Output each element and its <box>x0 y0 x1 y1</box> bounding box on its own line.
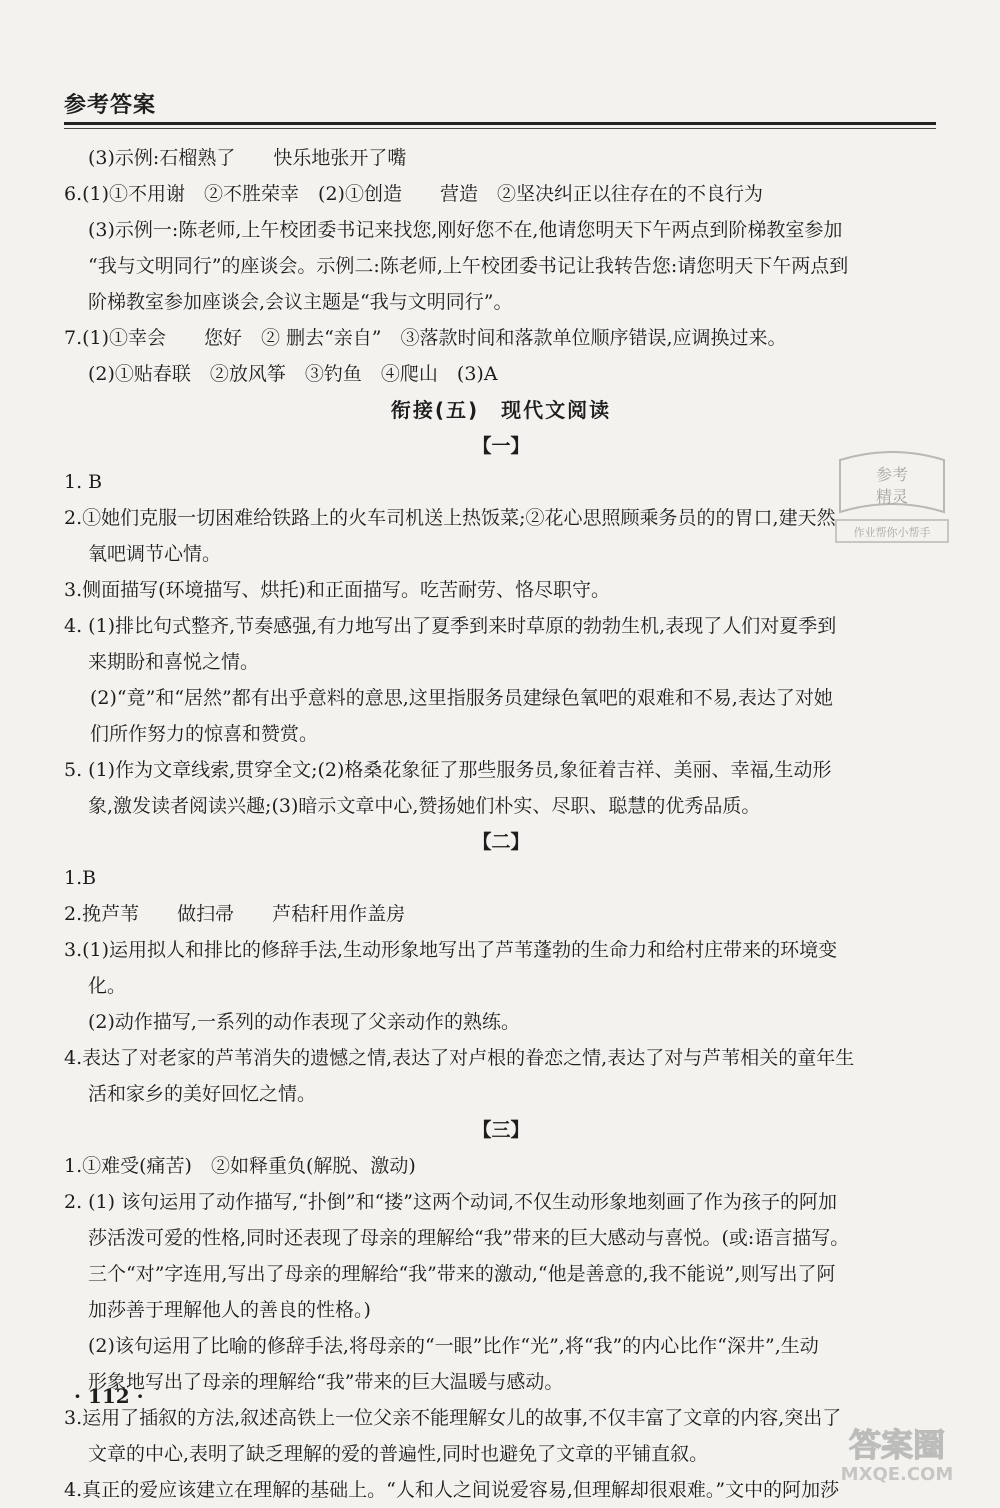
page-number: · 112 · <box>74 1384 144 1408</box>
text-line: 来期盼和喜悦之情。 <box>88 651 260 673</box>
text-line: 2.挽芦苇 做扫帚 芦秸秆用作盖房 <box>64 903 406 925</box>
text-line: 5. (1)作为文章线索,贯穿全文;(2)格桑花象征了那些服务员,象征着吉祥、美丽、幸福,生动形 <box>64 759 832 781</box>
text-line: 加莎善于理解他人的善良的性格。) <box>88 1299 371 1321</box>
text-line: (3)示例一:陈老师,上午校团委书记来找您,刚好您不在,他请您明天下午两点到阶梯教室参加 <box>88 219 843 241</box>
text-line: “我与文明同行”的座谈会。示例二:陈老师,上午校团委书记让我转告您:请您明天下午两点到 <box>88 255 849 277</box>
text-line: 1.①难受(痛苦) ②如释重负(解脱、激动) <box>64 1155 416 1177</box>
text-line: 氧吧调节心情。 <box>88 543 222 565</box>
text-line: 象,激发读者阅读兴趣;(3)暗示文章中心,赞扬她们朴实、尽职、聪慧的优秀品质。 <box>88 795 761 817</box>
stamp-logo <box>832 446 952 550</box>
text-line: (2)动作描写,一系列的动作表现了父亲动作的熟练。 <box>88 1011 520 1033</box>
text-line: 3.(1)运用拟人和排比的修辞手法,生动形象地写出了芦苇蓬勃的生命力和给村庄带来的环境变 <box>64 939 838 961</box>
text-line: 4.表达了对老家的芦苇消失的遗憾之情,表达了对卢根的眷恋之情,表达了对与芦苇相关的童年生 <box>64 1047 855 1069</box>
text-line: 2. (1) 该句运用了动作描写,“扑倒”和“搂”这两个动词,不仅生动形象地刻画了作为孩子的阿加 <box>64 1191 838 1213</box>
text-line: 1.B <box>64 867 97 889</box>
text-line: 们所作努力的惊喜和赞赏。 <box>90 723 319 745</box>
text-line: 形象地写出了母亲的理解给“我”带来的巨大温暖与感动。 <box>88 1371 564 1393</box>
text-line: 2.①她们克服一切困难给铁路上的火车司机送上热饭菜;②花心思照顾乘务员的的胃口,建天然 <box>64 507 836 529</box>
text-line: 化。 <box>88 975 127 997</box>
text-line: (2)“竟”和“居然”都有出乎意料的意思,这里指服务员建绿色氧吧的艰难和不易,表达了对她 <box>90 687 833 709</box>
watermark-logo <box>808 1420 986 1486</box>
answer-content <box>64 140 938 1508</box>
stamp-text-1: 参考 <box>875 465 909 484</box>
text-line: 1. B <box>64 471 103 493</box>
header-rule-thin <box>64 128 936 129</box>
section-title: 衔接(五) 现代文阅读 <box>390 398 612 422</box>
text-line: 4. (1)排比句式整齐,节奏感强,有力地写出了夏季到来时草原的勃勃生机,表现了人们对夏季到 <box>64 615 837 637</box>
text-line: 阶梯教室参加座谈会,会议主题是“我与文明同行”。 <box>88 291 513 313</box>
stamp-text-2: 精灵 <box>875 487 909 506</box>
text-line: 文章的中心,表明了缺乏理解的爱的普遍性,同时也避免了文章的平铺直叙。 <box>88 1443 709 1465</box>
text-line: 4.真正的爱应该建立在理解的基础上。“人和人之间说爱容易,但理解却很艰难。”文中的阿加莎 <box>64 1479 840 1501</box>
subsection-title: 【二】 <box>472 831 530 853</box>
text-line: 三个“对”字连用,写出了母亲的理解给“我”带来的激动,“他是善意的,我不能说”,则写出了阿 <box>88 1263 836 1285</box>
text-line: 7.(1)①幸会 您好 ② 删去“亲自” ③落款时间和落款单位顺序错误,应调换过来。 <box>64 327 787 349</box>
watermark-text-2: MXQE.COM <box>840 1464 954 1485</box>
text-line: (3)示例:石榴熟了 快乐地张开了嘴 <box>88 147 407 169</box>
text-line: 莎活泼可爱的性格,同时还表现了母亲的理解给“我”带来的巨大感动与喜悦。(或:语言描写。 <box>88 1227 850 1249</box>
text-line: (2)①贴春联 ②放风筝 ③钓鱼 ④爬山 (3)A <box>88 363 498 385</box>
text-line: 活和家乡的美好回忆之情。 <box>88 1083 317 1105</box>
text-line: 3.运用了插叙的方法,叙述高铁上一位父亲不能理解女儿的故事,不仅丰富了文章的内容,突出了 <box>64 1407 842 1429</box>
stamp-text-3: 作业帮你小帮手 <box>853 526 931 539</box>
subsection-title: 【一】 <box>472 435 530 457</box>
subsection-title: 【三】 <box>472 1119 530 1141</box>
page-header-title: 参考答案 <box>64 93 157 118</box>
text-line: (2)该句运用了比喻的修辞手法,将母亲的“一眼”比作“光”,将“我”的内心比作“深井”,生动 <box>88 1335 819 1357</box>
text-line: 6.(1)①不用谢 ②不胜荣幸 (2)①创造 营造 ②坚决纠正以往存在的不良行为 <box>64 183 763 205</box>
header-rule-thick <box>64 122 936 125</box>
watermark-text-1: 答案圈 <box>848 1426 946 1464</box>
text-line: 3.侧面描写(环境描写、烘托)和正面描写。吃苦耐劳、恪尽职守。 <box>64 579 610 601</box>
